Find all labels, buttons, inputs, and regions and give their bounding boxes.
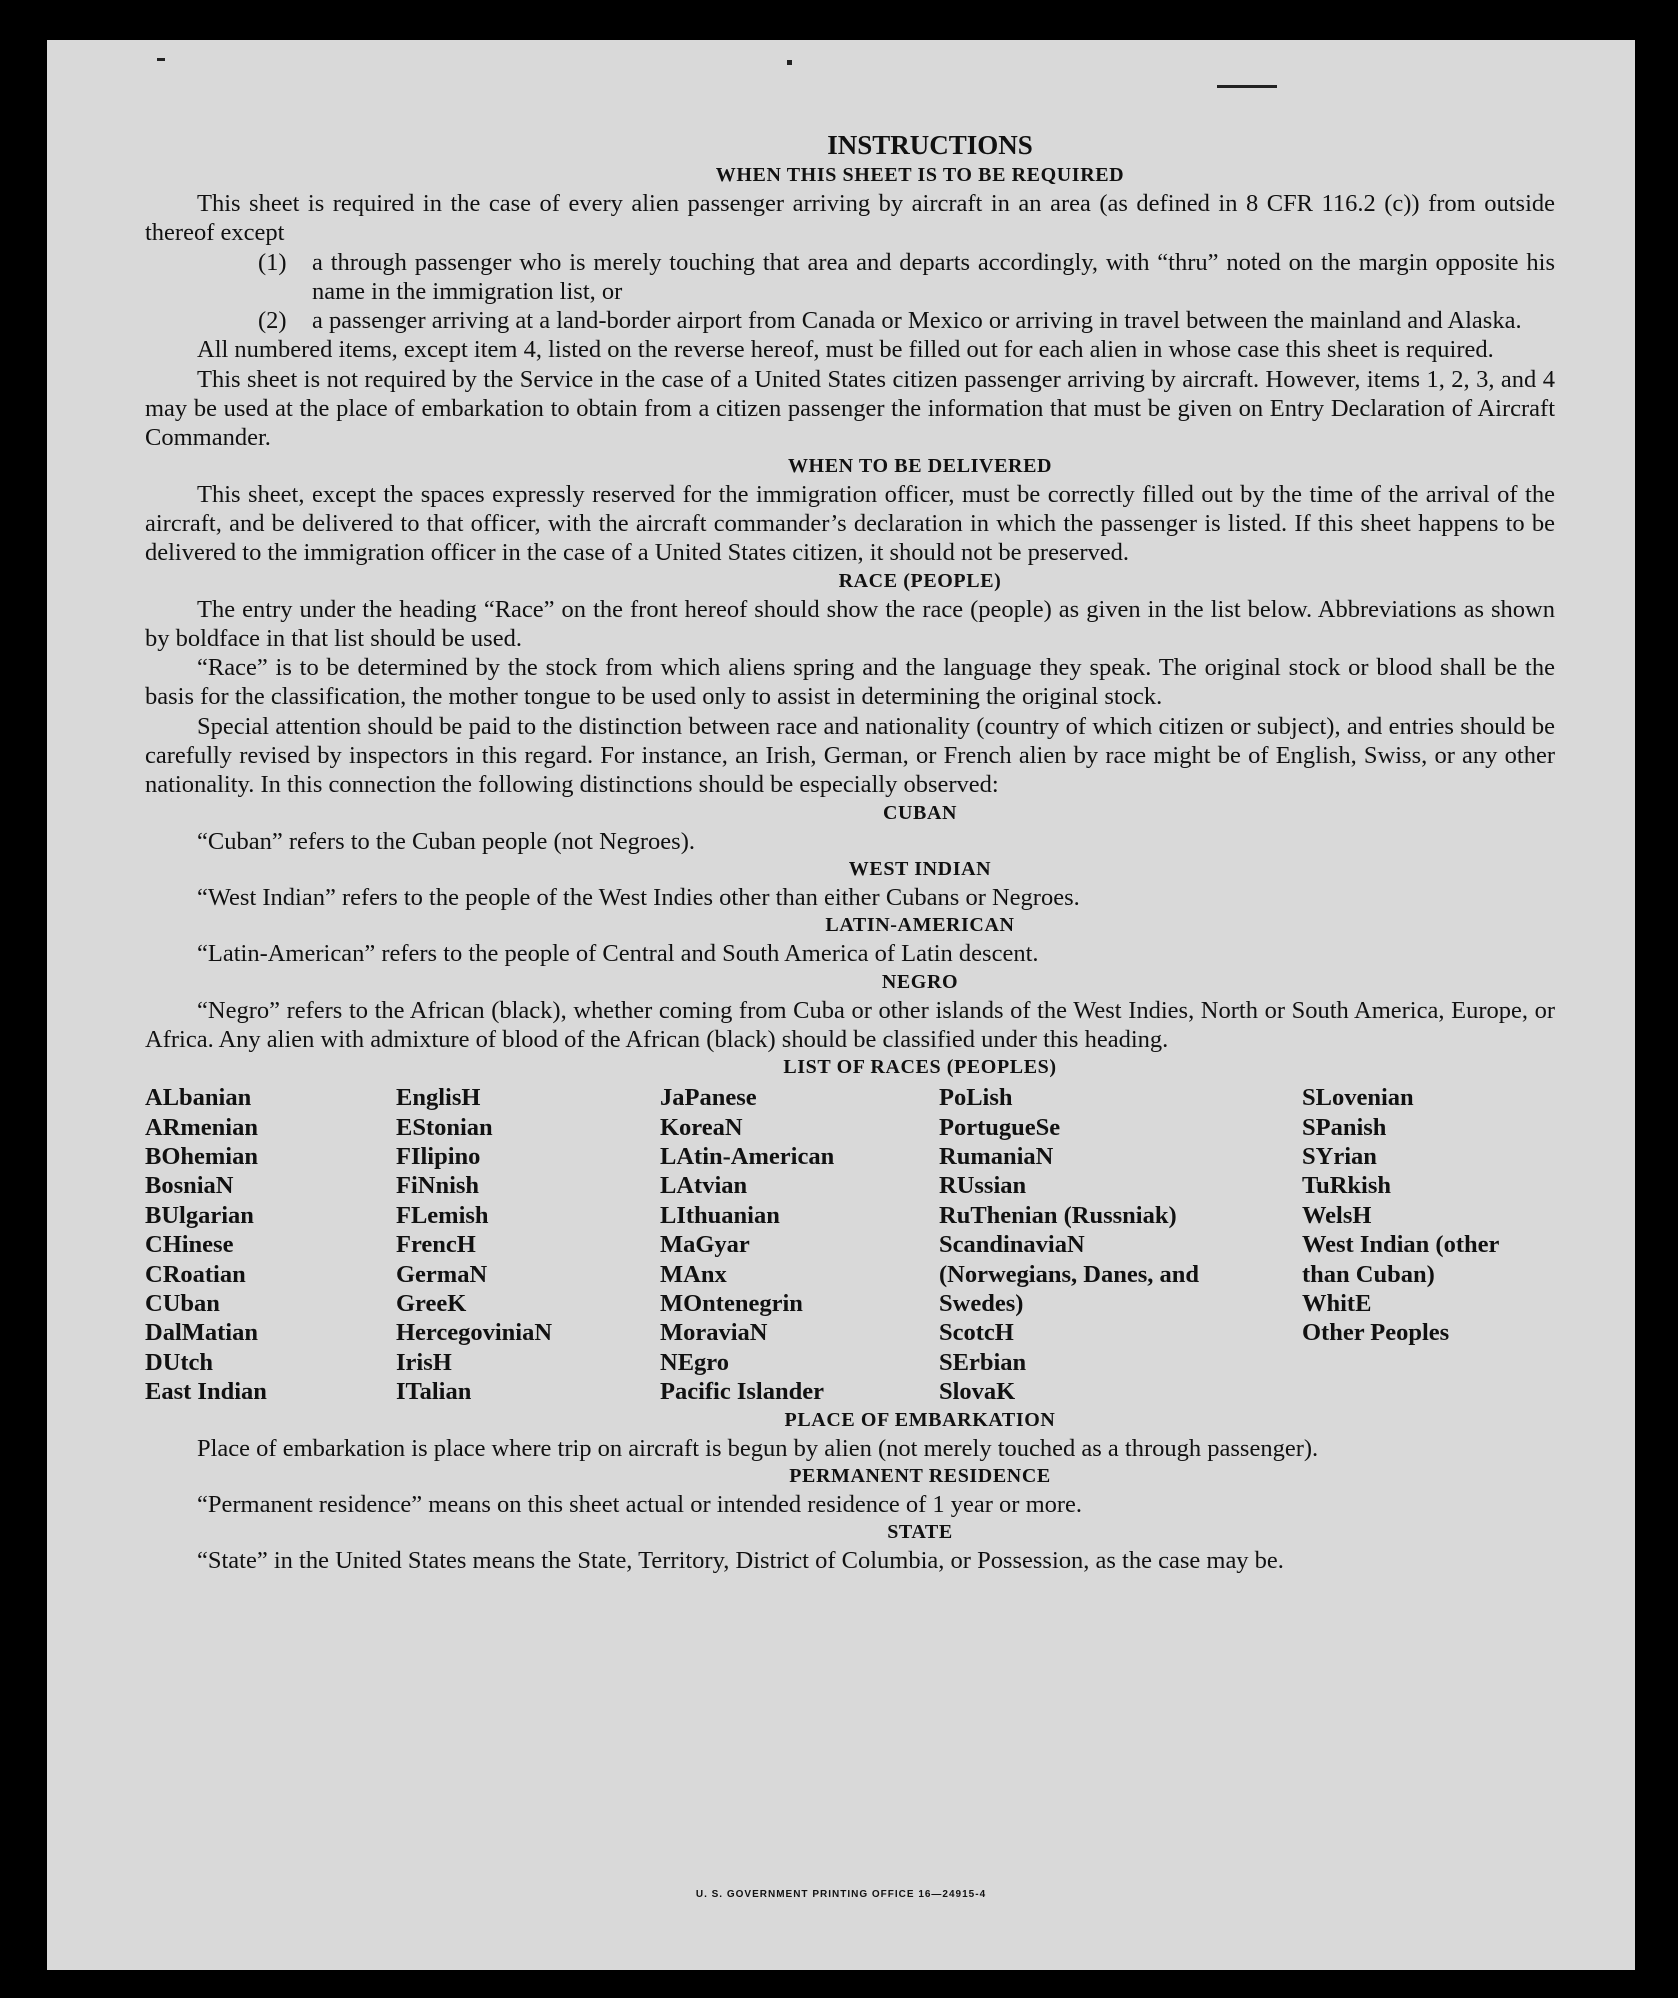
heading-negro: NEGRO	[881, 970, 959, 993]
item-text: a through passenger who is merely touching that area and departs accordingly, with “thru” noted on the margin opposite his name in the immigration list, or	[312, 248, 1555, 305]
race-entry: East Indian	[145, 1378, 267, 1406]
race-entry: MaGyar	[660, 1231, 750, 1259]
race-entry: SYrian	[1302, 1142, 1377, 1170]
race-entry: CHinese	[145, 1231, 234, 1259]
heading-list-of-races: LIST OF RACES (PEOPLES)	[783, 1056, 1057, 1079]
race-entry: FrencH	[396, 1231, 476, 1259]
race-entry: HercegoviniaN	[396, 1319, 553, 1347]
race-entry: RumaniaN	[939, 1142, 1054, 1170]
race-entry: West Indian (other than Cuban)	[1302, 1231, 1499, 1288]
item-number: (2)	[258, 307, 287, 335]
race-entry: Other Peoples	[1302, 1319, 1450, 1347]
paragraph-negro: “Negro” refers to the African (black), whether coming from Cuba or other islands of the West Indies, North or South America, Europe, or Africa. Any alien with admixture of blood of the African (black) should be classified under this heading.	[145, 996, 1555, 1053]
race-entry: MAnx	[660, 1260, 727, 1288]
race-entry: FLemish	[396, 1201, 489, 1229]
race-entry: BOhemian	[145, 1142, 258, 1170]
race-entry: SPanish	[1302, 1113, 1387, 1141]
paragraph-cuban: “Cuban” refers to the Cuban people (not Negroes).	[197, 827, 695, 855]
race-entry: ScandinaviaN (Norwegians, Danes, and Swedes)	[939, 1231, 1199, 1317]
race-entry: BosniaN	[145, 1172, 234, 1200]
race-entry: KoreaN	[660, 1113, 743, 1141]
race-list	[145, 1083, 1555, 1406]
race-entry: ALbanian	[145, 1084, 252, 1112]
paragraph-state: “State” in the United States means the State, Territory, District of Columbia, or Possession, as the case may be.	[197, 1547, 1284, 1575]
paragraph-citizen: This sheet is not required by the Service in the case of a United States citizen passenger arriving by aircraft. However, items 1, 2, 3, and 4 may be used at the place of embarkation to obtain from a citizen passenger the information that must be given on Entry Declaration of Aircraft Commander.	[145, 365, 1555, 452]
paragraph-race-definition: “Race” is to be determined by the stock from which aliens spring and the language they speak. The original stock or blood shall be the basis for the classification, the mother tongue to be used only to assist in determining the original stock.	[145, 654, 1555, 711]
document-sheet	[47, 40, 1635, 1970]
race-entry: TuRkish	[1302, 1172, 1392, 1200]
race-entry: Pacific Islander	[660, 1378, 824, 1406]
race-entry: ScotcH	[939, 1319, 1014, 1347]
scan-speck	[1217, 85, 1277, 88]
heading-west-indian: WEST INDIAN	[848, 857, 992, 880]
race-entry: EStonian	[396, 1113, 493, 1141]
race-entry: ITalian	[396, 1378, 472, 1406]
exception-item-1	[145, 248, 1555, 307]
race-entry: EnglisH	[396, 1084, 481, 1112]
paragraph-west-indian: “West Indian” refers to the people of the West Indies other than either Cubans or Negroes.	[197, 883, 1080, 911]
race-column-2	[396, 1083, 660, 1406]
exception-item-2	[145, 306, 1555, 335]
paragraph-race-entry: The entry under the heading “Race” on the front hereof should show the race (people) as given in the list below. Abbreviations as shown by boldface in that list should be used.	[145, 595, 1555, 652]
race-entry: SlovaK	[939, 1378, 1016, 1406]
paragraph-embarkation: Place of embarkation is place where trip on aircraft is begun by alien (not merely touched as a through passenger).	[197, 1434, 1319, 1462]
race-entry: PoLish	[939, 1084, 1013, 1112]
race-entry: CUban	[145, 1289, 220, 1317]
heading-permanent-residence: PERMANENT RESIDENCE	[789, 1464, 1051, 1487]
paragraph-requirement: This sheet is required in the case of every alien passenger arriving by aircraft in an area (as defined in 8 CFR 116.2 (c)) from outside thereof except	[145, 190, 1555, 247]
heading-when-delivered: WHEN TO BE DELIVERED	[787, 454, 1053, 477]
heading-state: STATE	[887, 1521, 953, 1544]
race-entry: DalMatian	[145, 1319, 258, 1347]
scan-speck	[787, 60, 792, 65]
race-entry: PortugueSe	[939, 1113, 1061, 1141]
race-column-5	[1302, 1083, 1555, 1406]
paragraph-delivery: This sheet, except the spaces expressly reserved for the immigration officer, must be correctly filled out by the time of the arrival of the aircraft, and be delivered to that officer, with the aircraft commander’s declaration in which the passenger is listed. If this sheet happens to be delivered to the immigration officer in the case of a United States citizen, it should not be preserved.	[145, 480, 1555, 567]
race-entry: JaPanese	[660, 1084, 757, 1112]
heading-race: RACE (PEOPLE)	[838, 569, 1002, 592]
item-number: (1)	[258, 248, 287, 276]
race-entry: SErbian	[939, 1348, 1027, 1376]
race-entry: MOntenegrin	[660, 1289, 803, 1317]
race-entry: NEgro	[660, 1348, 729, 1376]
race-entry: RUssian	[939, 1172, 1027, 1200]
paragraph-latin-american: “Latin-American” refers to the people of Central and South America of Latin descent.	[197, 940, 1039, 968]
scan-speck	[157, 58, 165, 61]
paragraph-residence: “Permanent residence” means on this sheet actual or intended residence of 1 year or more.	[197, 1490, 1083, 1518]
race-entry: RuThenian (Russniak)	[939, 1201, 1177, 1229]
race-entry: LIthuanian	[660, 1201, 780, 1229]
paragraph-numbered-items: All numbered items, except item 4, listed on the reverse hereof, must be filled out for each alien in whose case this sheet is required.	[197, 336, 1494, 364]
heading-cuban: CUBAN	[882, 801, 958, 824]
page-title: INSTRUCTIONS	[827, 130, 1033, 160]
race-column-4	[939, 1083, 1302, 1406]
race-entry: GermaN	[396, 1260, 488, 1288]
race-entry: MoraviaN	[660, 1319, 768, 1347]
race-entry: FiNnish	[396, 1172, 480, 1200]
race-entry: WelsH	[1302, 1201, 1372, 1229]
race-entry: SLovenian	[1302, 1084, 1414, 1112]
race-entry: DUtch	[145, 1348, 214, 1376]
heading-latin-american: LATIN-AMERICAN	[825, 914, 1015, 937]
race-entry: LAtvian	[660, 1172, 748, 1200]
race-entry: GreeK	[396, 1289, 467, 1317]
race-entry: CRoatian	[145, 1260, 246, 1288]
item-text: a passenger arriving at a land-border airport from Canada or Mexico or arriving in travel between the mainland and Alaska.	[312, 307, 1522, 335]
race-entry: IrisH	[396, 1348, 452, 1376]
printing-office-footer: U. S. GOVERNMENT PRINTING OFFICE 16—24915-4	[695, 1889, 987, 1900]
heading-place-of-embarkation: PLACE OF EMBARKATION	[784, 1408, 1056, 1431]
race-entry: LAtin-American	[660, 1142, 835, 1170]
race-entry: BUlgarian	[145, 1201, 254, 1229]
race-entry: FIlipino	[396, 1142, 481, 1170]
heading-when-required: WHEN THIS SHEET IS TO BE REQUIRED	[715, 164, 1125, 186]
race-column-1	[145, 1083, 396, 1406]
instructions-content	[145, 128, 1555, 1575]
race-entry: WhitE	[1302, 1289, 1372, 1317]
race-column-3	[660, 1083, 939, 1406]
race-entry: ARmenian	[145, 1113, 258, 1141]
paragraph-race-nationality: Special attention should be paid to the distinction between race and nationality (country of which citizen or subject), and entries should be carefully revised by inspectors in this regard. For instance, an Irish, German, or French alien by race might be of English, Swiss, or any other nationality. In this connection the following distinctions should be especially observed:	[145, 712, 1555, 799]
